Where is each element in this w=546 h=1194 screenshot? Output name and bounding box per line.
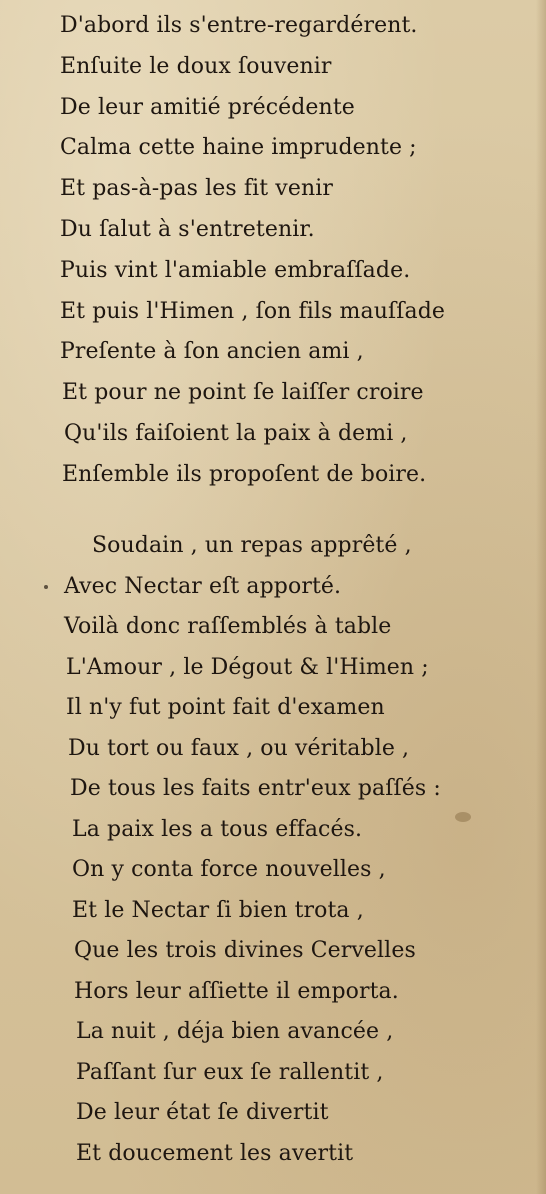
verse-line: On y conta force nouvelles , <box>72 857 386 882</box>
verse-line: La nuit , déja bien avancée , <box>76 1019 394 1044</box>
verse-line: De tous les faits entr'eux paſſés : <box>70 776 441 801</box>
verse-line: Soudain , un repas apprêté , <box>92 533 412 558</box>
paper-stain <box>455 812 471 822</box>
verse-line: La paix les a tous effacés. <box>72 816 363 842</box>
stanza-1 <box>0 6 540 496</box>
verse-line: Voilà donc raſſemblés à table <box>64 614 392 639</box>
ink-speck <box>44 585 48 589</box>
verse-line: Du ſalut à s'entretenir. <box>60 216 315 242</box>
verse-line: D'abord ils s'entre-regardérent. <box>60 13 418 38</box>
verse-line: Et le Nectar ſi bien trota , <box>72 897 364 923</box>
verse-line: Et pas-à-pas les fit venir <box>60 176 333 202</box>
verse-line: Qu'ils faiſoient la paix à demi , <box>64 420 408 446</box>
verse-line: Puis vint l'amiable embraſſade. <box>60 257 411 283</box>
verse-line: Et puis l'Himen , ſon fils mauſſade <box>60 298 445 324</box>
verse-line: Enſuite le doux ſouvenir <box>60 53 332 79</box>
verse-line: De leur amitié précédente <box>60 94 355 120</box>
verse-line: Enſemble ils propoſent de boire. <box>62 461 427 487</box>
stanza-2 <box>0 526 540 1174</box>
verse-line: Que les trois divines Cervelles <box>74 938 416 963</box>
verse-line: De leur état ſe divertit <box>76 1100 329 1125</box>
verse-line: Il n'y fut point fait d'examen <box>66 695 385 720</box>
verse-line: L'Amour , le Dégout & l'Himen ; <box>66 654 429 680</box>
verse-line: Du tort ou faux , ou véritable , <box>68 735 410 761</box>
verse-line: Et pour ne point ſe laiſſer croire <box>62 380 424 406</box>
verse-line: Et doucement les avertit <box>76 1140 354 1166</box>
verse-line: Hors leur aſſiette il emporta. <box>74 978 399 1004</box>
verse-line: Avec Nectar eſt apporté. <box>64 573 342 599</box>
verse-line: Preſente à ſon ancien ami , <box>60 339 364 365</box>
verse-line: Paſſant ſur eux ſe rallentit , <box>76 1059 384 1085</box>
verse-line: Calma cette haine imprudente ; <box>60 135 417 161</box>
